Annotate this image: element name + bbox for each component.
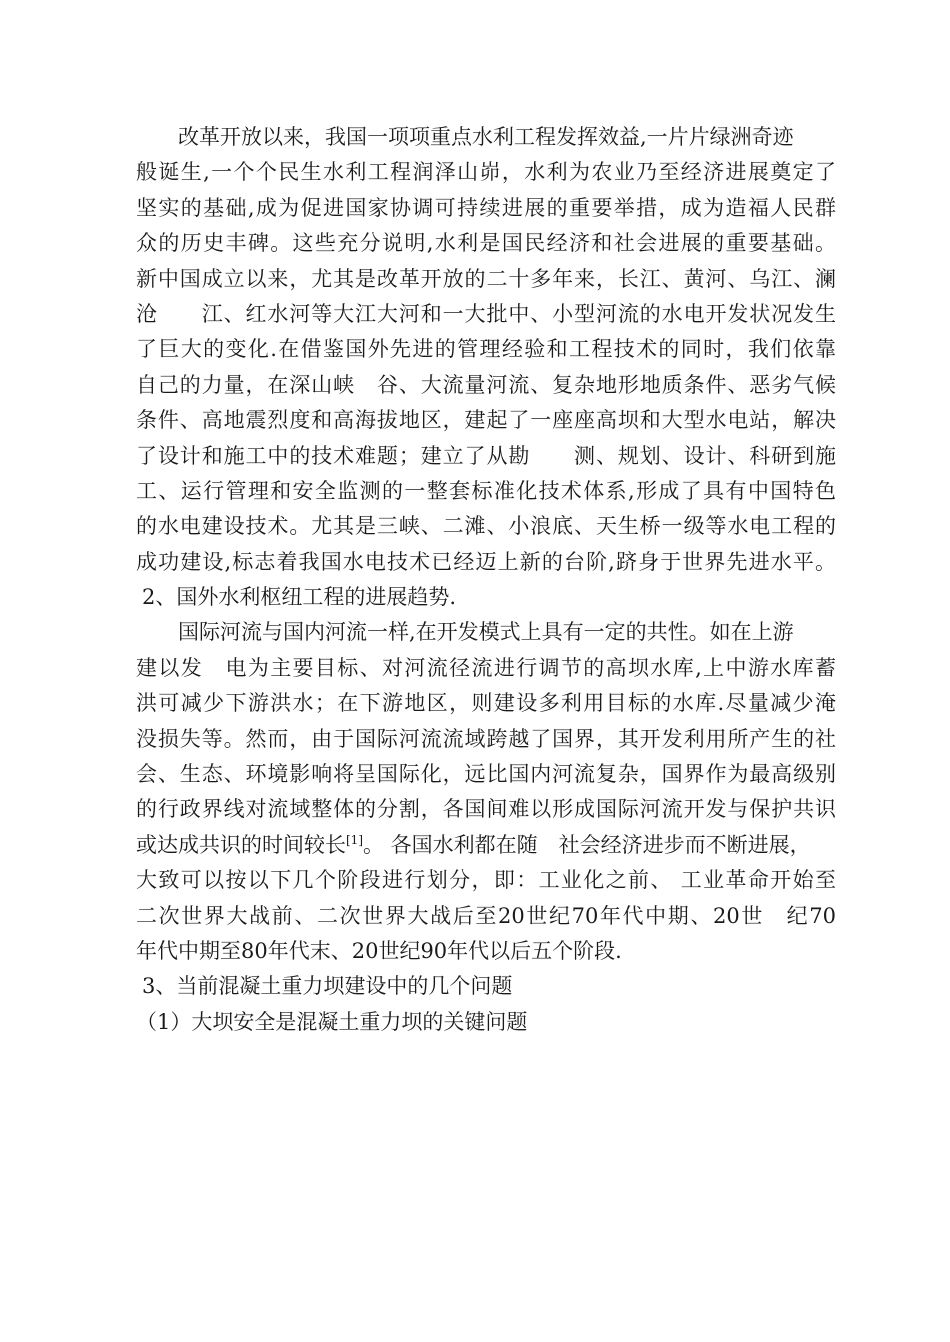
citation-text-before: 或达成共识的时间较长 xyxy=(136,832,346,857)
citation-text-after: 。 各国水利都在随 社会经济进步而不断进展， xyxy=(363,832,811,857)
paragraph-line: 自己的力量，在深山峡 谷、大流量河流、复杂地形地质条件、恶劣气候 xyxy=(136,372,836,397)
paragraph-international-rivers xyxy=(136,615,836,969)
citation-mark: [1] xyxy=(346,832,363,847)
paragraph-line: 会、生态、环境影响将呈国际化，远比国内河流复杂，国界作为最高级别 xyxy=(136,762,836,787)
paragraph-line: 条件、高地震烈度和高海拔地区，建起了一座座高坝和大型水电站，解决 xyxy=(136,408,836,433)
paragraph-line: 了设计和施工中的技术难题；建立了从勘 测、规划、设计、科研到施 xyxy=(136,443,836,468)
paragraph-line: 成功建设,标志着我国水电技术已经迈上新的台阶,跻身于世界先进水平。 xyxy=(136,549,836,574)
paragraph-line: 大致可以按以下几个阶段进行划分，即：工业化之前、 工业革命开始至 xyxy=(136,868,836,893)
paragraph-line: 众的历史丰碑。这些充分说明,水利是国民经济和社会进展的重要基础。 xyxy=(136,231,836,256)
paragraph-line: 洪可减少下游洪水；在下游地区，则建设多利用目标的水库.尽量减少淹 xyxy=(136,691,836,716)
paragraph-line: 的水电建设技术。尤其是三峡、二滩、小浪底、天生桥一级等水电工程的 xyxy=(136,514,836,539)
paragraph-line: 般诞生,一个个民生水利工程润泽山峁，水利为农业乃至经济进展奠定了 xyxy=(136,160,836,185)
paragraph-line: 沧 江、红水河等大江大河和一大批中、小型河流的水电开发状况发生 xyxy=(136,301,836,326)
paragraph-line: 了巨大的变化.在借鉴国外先进的管理经验和工程技术的同时，我们依靠 xyxy=(136,337,836,362)
paragraph-line: 国际河流与国内河流一样,在开发模式上具有一定的共性。如在上游 xyxy=(178,620,794,645)
paragraph-line: 坚实的基础,成为促进国家协调可持续进展的重要举措，成为造福人民群 xyxy=(136,195,836,220)
paragraph-line: 新中国成立以来，尤其是改革开放的二十多年来，长江、黄河、乌江、澜 xyxy=(136,266,836,291)
paragraph-line: 建以发 电为主要目标、对河流径流进行调节的高坝水库,上中游水库蓄 xyxy=(136,655,836,680)
paragraph-line: 的行政界线对流域整体的分割，各国间难以形成国际河流开发与保护共识 xyxy=(136,797,836,822)
paragraph-line: 工、运行管理和安全监测的一整套标准化技术体系,形成了具有中国特色 xyxy=(136,478,836,503)
document-body xyxy=(136,120,836,1040)
paragraph-line-with-citation xyxy=(136,828,836,863)
subsection-heading-dam-safety: （1）大坝安全是混凝土重力坝的关键问题 xyxy=(136,1009,528,1034)
paragraph-line: 没损失等。然而，由于国际河流流域跨越了国界，其开发利用所产生的社 xyxy=(136,726,836,751)
section-heading-gravity-dam-issues: 3、当前混凝土重力坝建设中的几个问题 xyxy=(142,974,513,999)
paragraph-line: 年代中期至80年代末、20世纪90年代以后五个阶段. xyxy=(136,938,622,963)
paragraph-line: 改革开放以来，我国一项项重点水利工程发挥效益,一片片绿洲奇迹 xyxy=(178,125,794,149)
paragraph-line: 二次世界大战前、二次世界大战后至20世纪70年代中期、20世 纪70 xyxy=(136,903,836,928)
section-heading-foreign-trends: 2、国外水利枢纽工程的进展趋势. xyxy=(142,585,457,610)
paragraph-reform xyxy=(136,120,836,580)
